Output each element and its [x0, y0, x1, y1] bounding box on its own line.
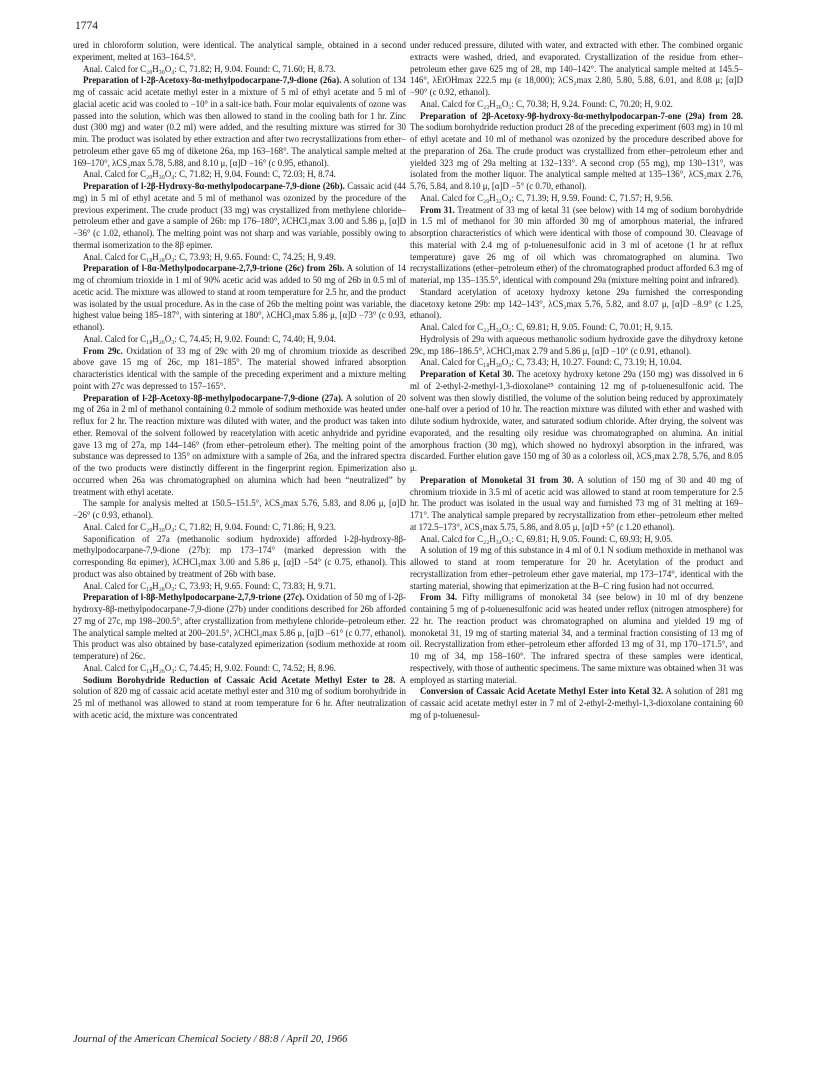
paragraph	[410, 475, 743, 534]
section-heading: Preparation of Ketal 30.	[420, 369, 514, 379]
paragraph	[410, 369, 743, 475]
paragraph-text: A solution of 19 mg of this substance in 4 ml of 0.1 N sodium methoxide in methanol was allowed to stand at room temperature for 20 hr. Acetylation of the product and recrystallization from ether–petroleum ether gave material, mp 173–174°, identical with the starting material, showing that epimerization at the B–C ring fusion had not occurred.	[410, 545, 743, 591]
paragraph-text: ured in chloroform solution, were identical. The analytical sample, obtained in a second experiment, melted at 163–164.5°.	[73, 40, 406, 62]
paragraph	[73, 334, 406, 346]
section-heading: Preparation of l-8β-Methylpodocarpane-2,7,9-trione (27c).	[83, 592, 305, 603]
paragraph	[410, 545, 743, 592]
paragraph-text: Anal. Calcd for C₂₀H₃₀O₄: C, 71.82; H, 9.04. Found: C, 72.03; H, 8.74.	[83, 169, 336, 180]
paragraph-text: The sample for analysis melted at 150.5–151.5°, λCS₂max 5.76, 5.83, and 8.06 μ, [α]D −26° (c 0.93, ethanol).	[73, 498, 406, 520]
paragraph-text: Saponification of 27a (methanolic sodium hydroxide) afforded l-2β-hydroxy-8β-methylpodocarpane-7,9-dione (27b): mp 173–174° (marked depression with the corresponding 8α epimer), λCHCl₃max 3.00 and 5.86 μ, [α]D −54° (c 0.75, ethanol). This product was also obtained by treatment of 26b with base.	[73, 533, 406, 579]
paragraph	[410, 287, 743, 322]
paragraph	[410, 592, 743, 686]
paragraph-text: The acetoxy hydroxy ketone 29a (150 mg) was dissolved in 6 ml of 2-ethyl-2-methyl-1,3-dioxolane²⁵ containing 12 mg of p-toluenesulfonic acid. The solvent was then slowly distilled, the volume of the solution being reduced by approximately one-half over a period of 10 hr. The reaction mixture was diluted with ether and washed with dilute sodium hydroxide, water, and saturated sodium chloride. After drying, the solvent was evaporated, and the resulting oily residue was chromatographed on alumina. An initial amorphous fraction (30 mg), which showed no hydroxyl absorption in the infrared, was discarded. Further elution gave 150 mg of 30 as a colorless oil, λCS₂max 2.78, 5.76, and 8.05 μ.	[410, 369, 743, 473]
paragraph	[73, 263, 406, 334]
section-heading: From 34.	[420, 592, 458, 603]
paragraph-text: Anal. Calcd for C₁₈H₂₆O₃: C, 74.45; H, 9.02. Found: C, 74.52; H, 8.96.	[83, 662, 336, 673]
paragraph	[410, 534, 743, 546]
section-heading: From 31.	[420, 204, 455, 215]
journal-footer: Journal of the American Chemical Society / 88:8 / April 20, 1966	[73, 1034, 348, 1045]
paragraph-text: under reduced pressure, diluted with water, and extracted with ether. The combined organic extracts were washed, dried, and evaporated. Crystallization of the residue from ether–petroleum ether gave 625 mg of 28, mp 140–142°. The analytical sample melted at 145.5–146°, λEtOHmax 222.5 mμ (ε 18,000); λCS₂max 2.80, 5.80, 5.88, 6.01, and 8.08 μ; [α]D −90° (c 0.92, ethanol).	[410, 40, 743, 97]
paragraph	[410, 205, 743, 287]
paragraph	[73, 534, 406, 581]
paragraph-text: Cassaic acid (44 mg) in 5 ml of ethyl acetate and 5 ml of methanol was ozonized by the procedure of the previous experiment. The crude product (33 mg) was crystallized from methylene chloride–petroleum ether and gave a sample of 26b: mp 176–180°, λCHCl₃max 3.00 and 5.86 μ, [α]D −36° (c 1.02, ethanol). The melting point was not sharp and was variable, possibly owing to thermal isomerization to the 8β epimer.	[73, 181, 406, 250]
paragraph-text: Anal. Calcd for C₂₂H₃₄O₅: C, 69.81; H, 9.05. Found: C, 69.93; H, 9.05.	[420, 533, 673, 544]
paragraph	[73, 346, 406, 393]
paragraph-text: The sodium borohydride reduction product 28 of the preceding experiment (603 mg) in 10 ml of ethyl acetate and 10 ml of methanol was ozonized by the procedure described above for the preparation of 26a. The crude product was crystallized from ether–petroleum ether and yielded 323 mg of 29a melting at 132–133°. A second crop (55 mg), mp 130–131°, was isolated from the mother liquor. The analytical sample melted at 135–136°, λCS₂max 2.76, 5.76, 5.84, and 8.10 μ, [α]D −5° (c 0.70, ethanol).	[410, 122, 743, 191]
paragraph-text: Anal. Calcd for C₁₈H₂₈O₃: C, 73.93; H, 9.65. Found: C, 73.83; H, 9.71.	[83, 580, 336, 591]
paragraph-text: Anal. Calcd for C₂₂H₃₄O₅: C, 69.81; H, 9.05. Found: C, 70.01; H, 9.15.	[420, 322, 673, 332]
paragraph-text: Oxidation of 33 mg of 29c with 20 mg of chromium trioxide as described above gave 15 mg of 26c, mp 181–185°. The material showed infrared absorption characteristics identical with the sample of the preceding experiment and a mixture melting point with 27c was depressed to 157–165°.	[73, 345, 406, 391]
paragraph	[73, 252, 406, 264]
paragraph	[410, 322, 743, 334]
paragraph-text: A solution of 20 mg of 26a in 2 ml of methanol containing 0.2 mmole of sodium methoxide was heated under reflux for 2 hr. The reaction mixture was diluted with water, and the product was taken into ether. Removal of the solvent followed by reacetylation with acetic anhydride and pyridine gave 13 mg of 27a, mp 144–146° (from ether–petroleum ether). The melting point of the substance was depressed to 135° on admixture with a sample of 26a, and the infrared spectra of the two products were distinctly different in the fingerprint region. Epimerization also occurred when 26a was chromatographed on alumina which had been “neutralized” by treatment with ethyl acetate.	[73, 392, 406, 497]
section-heading: Preparation of l-2β-Acetoxy-8β-methylpodocarpane-7,9-dione (27a).	[83, 392, 344, 403]
paragraph	[73, 675, 406, 722]
paragraph-text: Anal. Calcd for C₁₈H₂₆O₃: C, 74.45; H, 9.02. Found: C, 74.40; H, 9.04.	[83, 333, 336, 344]
paragraph	[73, 393, 406, 499]
paragraph-text: A solution of 150 mg of 30 and 40 mg of chromium trioxide in 3.5 ml of acetic acid was allowed to stand at room temperature for 2.5 hr. The product was isolated in the usual way and furnished 73 mg of 31 melting at 169–171°. The analytical sample prepared by recrystallization from ether–petroleum ether melted at 172.5–173°, λCS₂max 5.75, 5.86, and 8.05 μ, [α]D +5° (c 1.20 ethanol).	[410, 474, 743, 532]
paragraph-text: Anal. Calcd for C₂₀H₃₂O₄: C, 71.39; H, 9.59. Found: C, 71.57; H, 9.56.	[420, 192, 673, 203]
paragraph	[410, 357, 743, 369]
right-column	[410, 40, 743, 722]
paragraph-text: Anal. Calcd for C₁₈H₂₈O₃: C, 73.93; H, 9.65. Found: C, 74.25; H, 9.49.	[83, 251, 336, 262]
paragraph	[73, 592, 406, 663]
paragraph-text: Anal. Calcd for C₂₀H₃₀O₄: C, 71.82; H, 9.04. Found: C, 71.60; H, 8.73.	[83, 63, 336, 74]
section-heading: Preparation of Monoketal 31 from 30.	[420, 474, 574, 485]
section-heading: Preparation of 2β-Acetoxy-9β-hydroxy-8α-methylpodocarpan-7-one (29a) from 28.	[420, 110, 743, 121]
paragraph	[410, 193, 743, 205]
paragraph	[410, 40, 743, 99]
paragraph-text: A solution of 14 mg of chromium trioxide in 1 ml of 90% acetic acid was added to 50 mg of 26b in 0.5 ml of acetic acid. The mixture was allowed to stand at room temperature for 2.5 hr, and the product was isolated by the usual procedure. As in the case of 26b the melting point was variable, the highest value being 185–187°, with sintering at 180°, λCHCl₃max 5.86 μ, [α]D −73° (c 0.93, ethanol).	[73, 263, 406, 332]
paragraph-text: Hydrolysis of 29a with aqueous methanolic sodium hydroxide gave the dihydroxy ketone 29c, mp 186–186.5°, λCHCl₃max 2.79 and 5.86 μ, [α]D −10° (c 0.91, ethanol).	[410, 333, 743, 356]
paragraph	[410, 334, 743, 358]
paragraph	[410, 111, 743, 193]
paragraph-text: Fifty milligrams of monoketal 34 (see below) in 10 ml of dry benzene containing 5 mg of p-toluenesulfonic acid was heated under reflux (nitrogen atmosphere) for 22 hr. The reaction product was chromatographed on alumina and yielded 19 mg of monoketal 31, 19 mg of starting material 34, and a terminal fraction consisting of 13 mg of oil. Recrystallization from ether–petroleum ether afforded 13 mg of 31, mp 170–171.5°, and 10 mg of 34, mp 158–160°. The infrared spectra of these samples were identical, respectively, with those of authentic specimens. The same mixture was obtained when 31 was employed as starting material.	[410, 592, 743, 685]
section-heading: From 29c.	[83, 345, 123, 356]
section-heading: Preparation of l-8α-Methylpodocarpane-2,7,9-trione (26c) from 26b.	[83, 263, 345, 274]
paragraph-text: A solution of 281 mg of cassaic acid acetate methyl ester in 7 ml of 2-ethyl-2-methyl-1,3-dioxolane containing 60 mg of p-toluenesul-	[410, 686, 743, 720]
paragraph-text: Oxidation of 50 mg of l-2β-hydroxy-8β-methylpodocarpane-7,9-dione (27b) under conditions described for 26b afforded 27 mg of 27c, mp 198–200.5°, after crystallization from methylene chloride–petroleum ether. The analytical sample melted at 200–201.5°, λCHCl₃max 5.86 μ, [α]D −61° (c 0.77, ethanol). This product was also obtained by base-catalyzed epimerization (sodium methoxide at room temperature) of 26c.	[73, 592, 406, 661]
paragraph	[73, 40, 406, 64]
paragraph-text: Anal. Calcd for C₂₃H₃₆O₅: C, 70.38; H, 9.24. Found: C, 70.20; H, 9.02.	[420, 98, 673, 109]
paragraph	[73, 181, 406, 252]
paragraph	[410, 686, 743, 721]
paragraph-text: Anal. Calcd for C₂₀H₃₀O₄: C, 71.82; H, 9.04. Found: C, 71.86; H, 9.23.	[83, 521, 336, 532]
paragraph	[73, 169, 406, 181]
section-heading: Preparation of l-2β-Acetoxy-8α-methylpodocarpane-7,9-dione (26a).	[83, 75, 342, 86]
paragraph	[73, 581, 406, 593]
paragraph	[73, 498, 406, 522]
paragraph	[73, 75, 406, 169]
page-number: 1774	[75, 20, 98, 32]
paragraph-text: A solution of 820 mg of cassaic acid acetate methyl ester and 310 mg of sodium borohydride in 25 ml of methanol was allowed to stand at room temperature for 6 hr. After neutralization with acetic acid, the mixture was concentrated	[73, 674, 407, 720]
paragraph-text: Treatment of 33 mg of ketal 31 (see below) with 14 mg of sodium borohydride in 1.5 ml of methanol for 30 min afforded 30 mg of amorphous material, the infrared absorption characteristics of which were identical with those of compound 30. Cleavage of this material with 2.4 mg of p-toluenesulfonic acid in 3 ml of acetone (1 hr at reflux temperature) gave 26 mg of oil which was chromatographed on alumina. Two recrystallizations (ether–petroleum ether) of the chromatographed product afforded 6.3 mg of material, mp 135–135.5°, identical with compound 29a (mixture melting point and infrared).	[410, 204, 744, 285]
paragraph	[410, 99, 743, 111]
paragraph	[73, 663, 406, 675]
left-column	[73, 40, 406, 722]
section-heading: Conversion of Cassaic Acid Acetate Methyl Ester into Ketal 32.	[420, 686, 664, 697]
paragraph-text: A solution of 134 mg of cassaic acid acetate methyl ester in a mixture of 5 ml of ethyl acetate and 5 ml of glacial acetic acid was cooled to −10° in a salt-ice bath. Four molar equivalents of ozone was passed into the solution, which was then allowed to stand in the cooling bath for 1 hr. Zinc dust (300 mg) and water (0.2 ml) were added, and the resulting mixture was stirred for 30 min. The product was isolated by ether extraction and after two recrystallizations from ether–petroleum ether gave 65 mg of diketone 26a, mp 163–168°. The analytical sample melted at 169–170°, λCS₂max 5.78, 5.88, and 8.10 μ, [α]D −16° (c 0.95, ethanol).	[73, 75, 406, 168]
paragraph-text: Standard acetylation of acetoxy hydroxy ketone 29a furnished the corresponding diacetoxy ketone 29b: mp 142–143°, λCS₂max 5.76, 5.82, and 8.07 μ, [α]D −8.9° (c 1.25, ethanol).	[410, 286, 743, 321]
paragraph	[73, 522, 406, 534]
section-heading: Sodium Borohydride Reduction of Cassaic Acid Acetate Methyl Ester to 28.	[83, 674, 396, 685]
paragraph-text: Anal. Calcd for C₁₈H₃₀O₃: C, 73.43; H, 10.27. Found: C, 73.19; H, 10.04.	[420, 357, 682, 368]
section-heading: Preparation of l-2β-Hydroxy-8α-methylpodocarpane-7,9-dione (26b).	[83, 181, 345, 191]
paragraph	[73, 64, 406, 76]
